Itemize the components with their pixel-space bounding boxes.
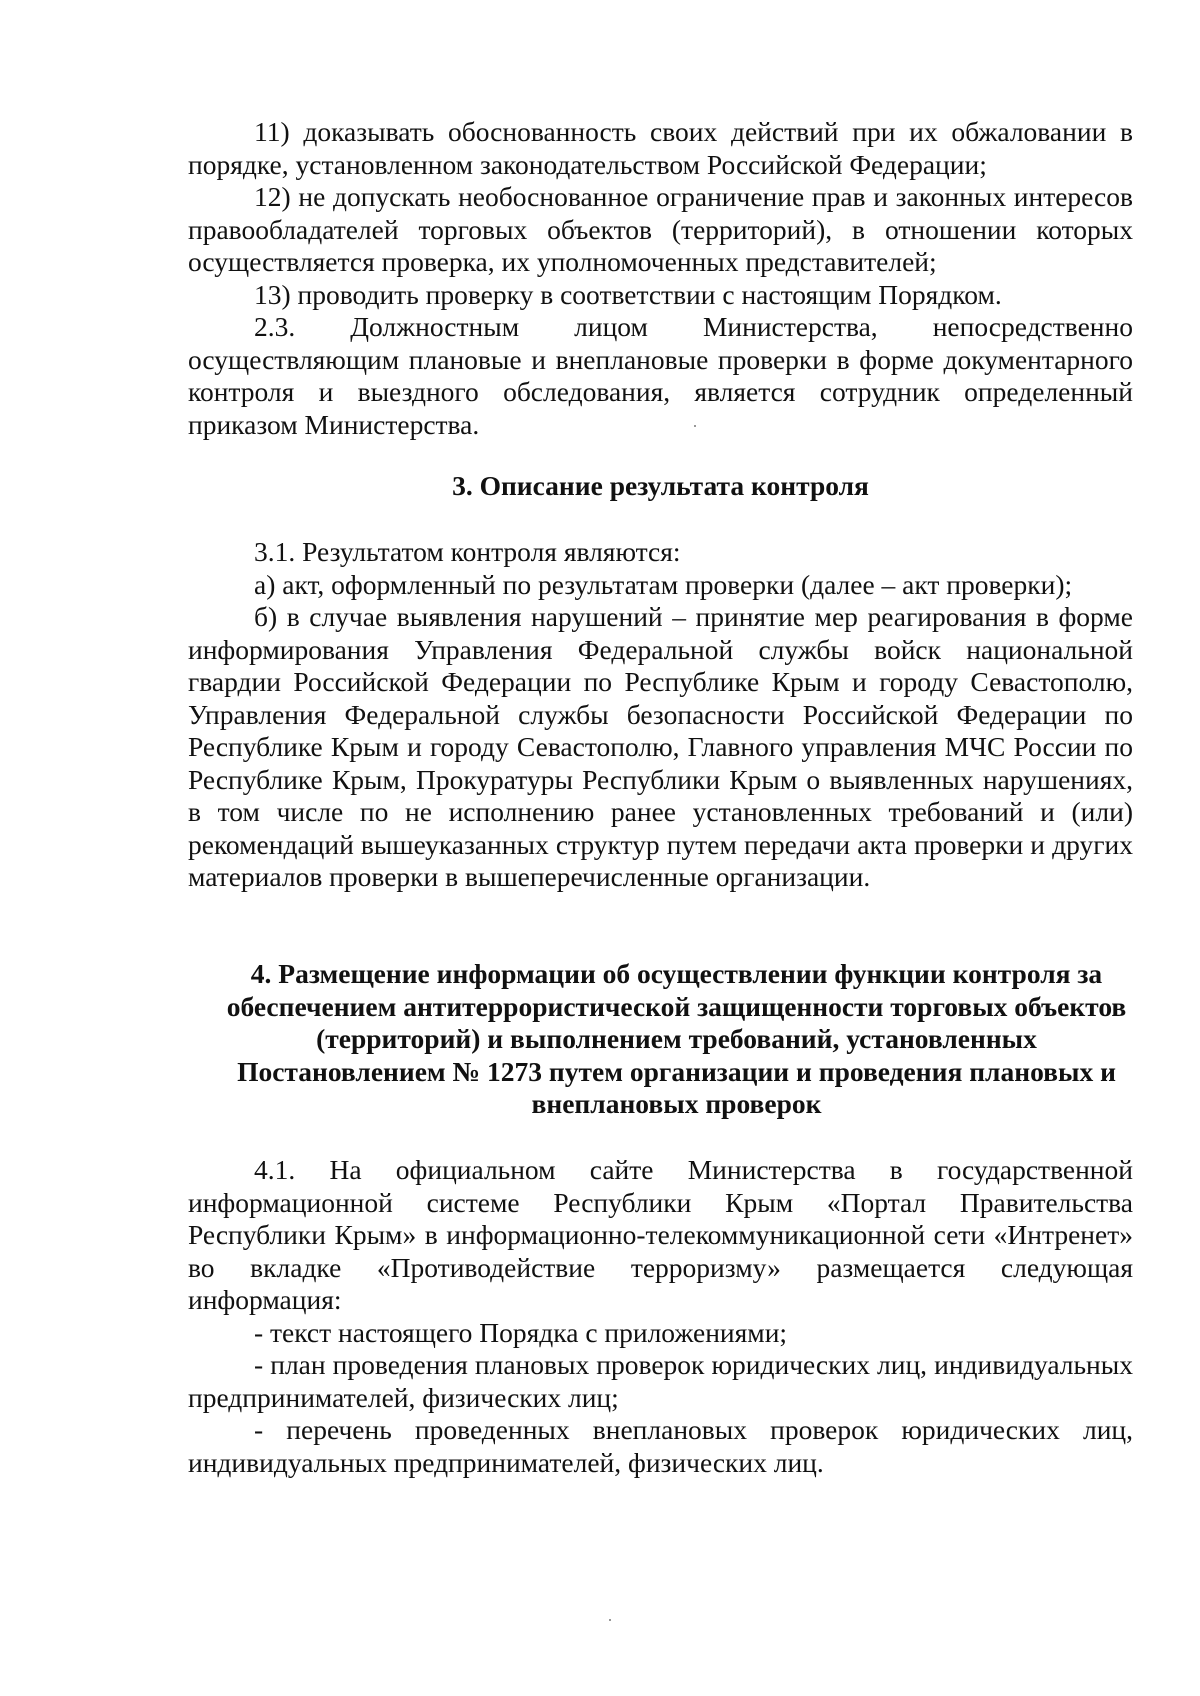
paragraph-3-1-b: б) в случае выявления нарушений – принятие мер реагирования в форме информирования Управления Федеральной службы войск национальной гвардии Российской Федерации по Республике Крым и городу Севастополю, Управления Федеральной службы безопасности Российской Федерации по Республике Крым и городу Севастополю, Главного управления МЧС России по Республике Крым, Прокуратуры Республики Крым о выявленных нарушениях, в том числе по не исполнению ранее установленных требований и (или) рекомендаций вышеуказанных структур путем передачи акта проверки и других материалов проверки в вышеперечисленные организации. <box>188 601 1133 892</box>
paragraph-3-1: 3.1. Результатом контроля являются: <box>254 536 681 567</box>
section-4-heading: 4. Размещение информации об осуществлении функции контроля за обеспечением антитеррористической защищенности торговых объектов (территорий) и выполнением требований, установленных Постановлением № 1273 путем организации и проведения плановых и внеплановых проверок <box>226 958 1127 1119</box>
section-3-body <box>188 536 1133 894</box>
paragraph-2-3: 2.3. Должностным лицом Министерства, непосредственно осуществляющим плановые и внеплановые проверки в форме документарного контроля и выездного обследования, является сотрудник определенный приказом Министерства. <box>188 311 1133 440</box>
paragraph-item-12: 12) не допускать необоснованное ограничение прав и законных интересов правообладателей торговых объектов (территорий), в отношении которых осуществляется проверка, их уполномоченных представителей; <box>188 181 1133 277</box>
paragraph-item-11: 11) доказывать обоснованность своих действий при их обжаловании в порядке, установленном законодательством Российской Федерации; <box>188 116 1133 180</box>
list-item-planned-inspections: - план проведения плановых проверок юридических лиц, индивидуальных предпринимателей, физических лиц; <box>188 1349 1133 1413</box>
scan-artifact-dot <box>609 1619 611 1621</box>
list-item-order-text: - текст настоящего Порядка с приложениями; <box>254 1316 788 1348</box>
scan-artifact-dot <box>694 425 696 427</box>
paragraph-3-1-a: а) акт, оформленный по результатам проверки (далее – акт проверки); <box>254 568 1073 600</box>
list-item-unplanned-inspections: - перечень проведенных внеплановых проверок юридических лиц, индивидуальных предпринимателей, физических лиц. <box>188 1414 1133 1478</box>
section-3-heading: 3. Описание результата контроля <box>452 470 869 501</box>
paragraph-item-13: 13) проводить проверку в соответствии с настоящим Порядком. <box>254 278 1002 310</box>
section-4-body <box>188 1154 1133 1479</box>
section-2-continuation <box>188 116 1133 441</box>
paragraph-4-1: 4.1. На официальном сайте Министерства в государственной информационной системе Республики Крым «Портал Правительства Республики Крым» в информационно-телекоммуникационной сети «Интренет» во вкладке «Противодействие терроризму» размещается следующая информация: <box>188 1154 1133 1315</box>
